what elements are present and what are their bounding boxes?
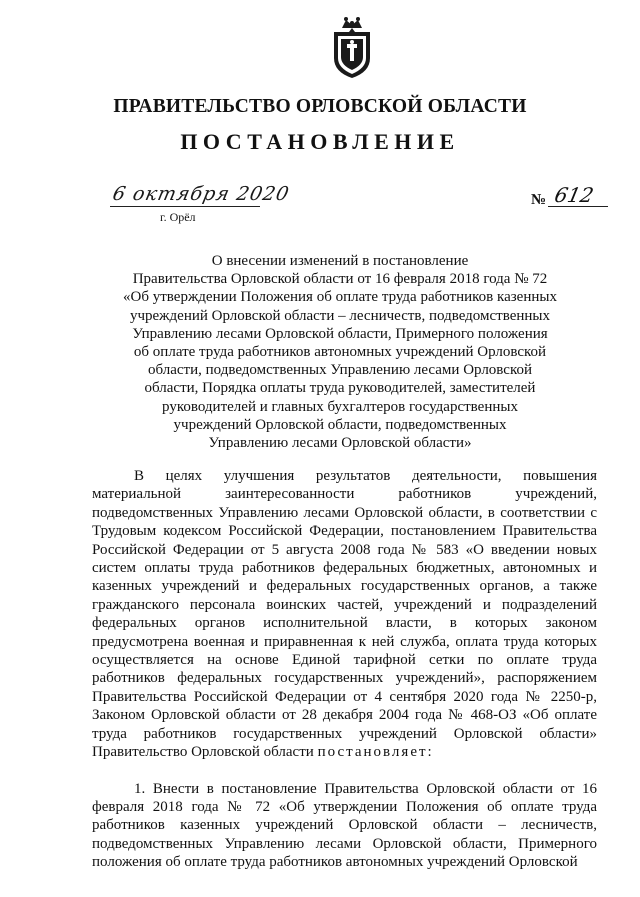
- preamble-paragraph: [92, 467, 597, 762]
- organization-title: ПРАВИТЕЛЬСТВО ОРЛОВСКОЙ ОБЛАСТИ: [113, 96, 527, 117]
- subject-line: «Об утверждении Положения об оплате труда работников казенных: [123, 289, 557, 306]
- document-body: [92, 467, 597, 872]
- number-label: №: [531, 192, 547, 208]
- subject-line: учреждений Орловской области, подведомственных: [173, 416, 507, 433]
- subject-line: руководителей и главных бухгалтеров государственных: [162, 398, 518, 415]
- subject-line: об оплате труда работников автономных учреждений Орловской: [133, 344, 547, 361]
- subject-line: области, подведомственных Управлению лесами Орловской: [147, 362, 533, 379]
- number-underline: [548, 206, 608, 207]
- subject-line: Управлению лесами Орловской области»: [208, 435, 472, 452]
- subject-line: Правительства Орловской области от 16 февраля 2018 года № 72: [132, 271, 548, 288]
- date-underline: [110, 206, 260, 207]
- preamble-text: В целях улучшения результатов деятельности, повышения материальной заинтересованности работников учреждений, подведомственных Управлению лесами Орловской области, в соответствии с Трудовым кодексом Российской Федерации, постановлением Правительства Российской Федерации от 5 августа 2008 года № 583 «О введении новых систем оплаты труда работников федеральных бюджетных, автономных и казенных учреждений и федеральных государственных органов, а также гражданского персонала воинских частей, учреждений и подразделений федеральных органов исполнительной власти, в которых законом предусмотрена военная и приравненная к ней служба, оплата труда которых осуществляется на основе Единой тарифной сетки по оплате труда работников федеральных государственных учреждений», распоряжением Правительства Российской Федерации от 4 сентября 2020 года № 2250-р, Законом Орловской области от 28 декабря 2004 года № 468-ОЗ «Об оплате труда работников государственных учреждений Орловской области» Правительство Орловской области: [92, 468, 597, 761]
- document-type-title: ПОСТАНОВЛЕНИЕ: [180, 129, 460, 154]
- handwritten-number: 612: [552, 183, 596, 207]
- subject-line: учреждений Орловской области – лесничеств, подведомственных: [129, 307, 551, 324]
- document-subject: [80, 252, 600, 452]
- handwritten-date: 6 октября 2020: [110, 183, 292, 205]
- clause-1-paragraph: 1. Внести в постановление Правительства Орловской области от 16 февраля 2018 года № 72 «Об утверждении Положения об оплате труда работников казенных учреждений Орловской области – лесничеств, подведомственных Управлению лесами Орловской области, Примерного положения об оплате труда работников автономных учреждений Орловской: [92, 780, 597, 871]
- subject-line: Управлению лесами Орловской области, Примерного положения: [132, 325, 548, 342]
- subject-line: О внесении изменений в постановление: [211, 253, 469, 269]
- subject-line: области, Порядка оплаты труда руководителей, заместителей: [144, 380, 536, 397]
- coat-of-arms-emblem: [328, 14, 376, 80]
- decree-word: постановляет:: [317, 744, 434, 761]
- city-label: г. Орёл: [160, 210, 196, 224]
